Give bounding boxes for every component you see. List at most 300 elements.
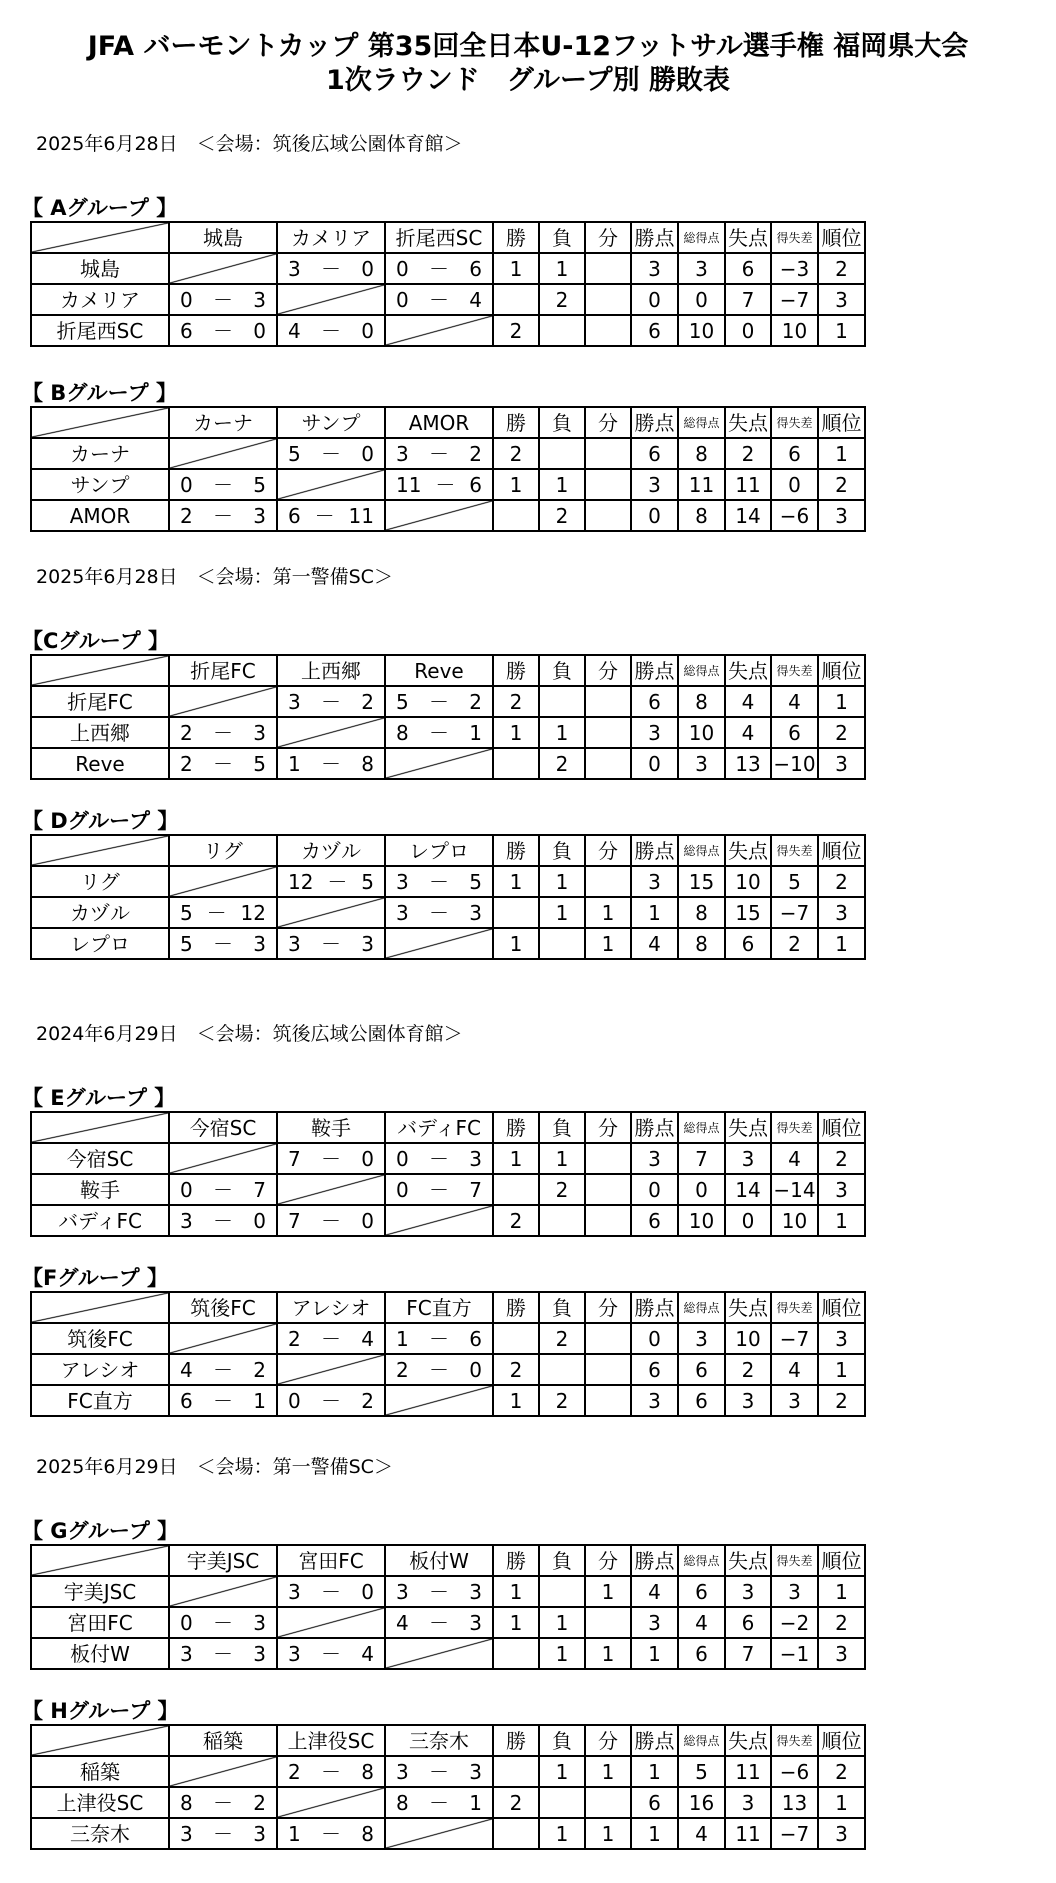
- match-score-cell: [385, 1323, 493, 1354]
- table-header-row: [31, 655, 865, 686]
- match-score-cell: [169, 1787, 277, 1818]
- stat-draw: [585, 1787, 631, 1818]
- match-score-cell: [385, 1143, 493, 1174]
- stat-rank: 2: [818, 1143, 865, 1174]
- score-dash: －: [429, 1357, 449, 1382]
- score-away: 7: [469, 1177, 482, 1202]
- match-score-cell: [385, 686, 493, 717]
- score-dash: －: [429, 1790, 449, 1815]
- match-score-cell: [277, 1323, 385, 1354]
- header-goal-diff: 得失差: [771, 655, 818, 686]
- match-score-cell: [277, 1756, 385, 1787]
- stat-points: 0: [631, 1323, 678, 1354]
- stat-win: [493, 284, 539, 315]
- score-dash: －: [321, 931, 341, 956]
- header-rank: 順位: [818, 835, 865, 866]
- score-away: 3: [253, 1641, 266, 1666]
- self-match-cell: [169, 1143, 277, 1174]
- match-score-cell: [385, 1756, 493, 1787]
- table-row: [31, 1174, 865, 1205]
- header-corner-cell: [31, 655, 169, 686]
- score-away: 2: [253, 1790, 266, 1815]
- stat-goals-against: 7: [725, 284, 771, 315]
- score-home: 2: [180, 751, 193, 776]
- match-score-cell: [169, 1205, 277, 1236]
- header-win: 勝: [493, 1292, 539, 1323]
- table-row: [31, 500, 865, 531]
- stat-win: [493, 1323, 539, 1354]
- score-dash: －: [213, 1790, 233, 1815]
- stat-points: 0: [631, 1174, 678, 1205]
- score-away: 3: [469, 900, 482, 925]
- group-standings-table: [30, 406, 866, 532]
- stat-goals-for: 3: [678, 253, 725, 284]
- stat-goal-diff: 10: [771, 315, 818, 346]
- header-draw: 分: [585, 835, 631, 866]
- header-loss: 負: [539, 1112, 585, 1143]
- score-home: 6: [180, 318, 193, 343]
- header-goal-diff: 得失差: [771, 1725, 818, 1756]
- stat-goals-against: 15: [725, 897, 771, 928]
- self-match-cell: [385, 500, 493, 531]
- score-home: 0: [180, 472, 193, 497]
- group-standings-table: [30, 1291, 866, 1417]
- table-row: [31, 1787, 865, 1818]
- match-score-cell: [385, 717, 493, 748]
- score-dash: －: [213, 1641, 233, 1666]
- self-match-cell: [385, 315, 493, 346]
- self-match-cell: [277, 469, 385, 500]
- score-dash: －: [321, 1579, 341, 1604]
- score-away: 0: [361, 318, 374, 343]
- stat-goals-for: 15: [678, 866, 725, 897]
- stat-goal-diff: −10: [771, 748, 818, 779]
- match-score-cell: [169, 748, 277, 779]
- score-dash: －: [213, 1177, 233, 1202]
- stat-win: 1: [493, 469, 539, 500]
- header-rank: 順位: [818, 222, 865, 253]
- header-goals-for: 総得点: [678, 222, 725, 253]
- header-rank: 順位: [818, 1112, 865, 1143]
- self-match-cell: [277, 1354, 385, 1385]
- self-match-cell: [169, 686, 277, 717]
- venue-date-line: 2025年6月28日 ＜会場：筑後広域公園体育館＞: [36, 133, 463, 155]
- stat-goals-against: 11: [725, 469, 771, 500]
- stat-points: 3: [631, 1143, 678, 1174]
- header-goals-for: 総得点: [678, 1112, 725, 1143]
- stat-goals-against: 3: [725, 1385, 771, 1416]
- score-dash: －: [314, 503, 335, 528]
- stat-points: 6: [631, 315, 678, 346]
- row-team-name: AMOR: [31, 500, 169, 531]
- score-home: 6: [288, 503, 301, 528]
- header-draw: 分: [585, 222, 631, 253]
- stat-rank: 1: [818, 1205, 865, 1236]
- self-match-cell: [169, 1576, 277, 1607]
- stat-win: 2: [493, 315, 539, 346]
- stat-loss: [539, 1354, 585, 1385]
- stat-loss: 1: [539, 1607, 585, 1638]
- table-row: [31, 686, 865, 717]
- header-goals-against: 失点: [725, 222, 771, 253]
- stat-goal-diff: 13: [771, 1787, 818, 1818]
- score-away: 3: [253, 1821, 266, 1846]
- score-dash: －: [206, 900, 227, 925]
- header-loss: 負: [539, 1292, 585, 1323]
- header-goals-for: 総得点: [678, 1292, 725, 1323]
- group-standings-table: [30, 221, 866, 347]
- score-home: 2: [180, 503, 193, 528]
- stat-loss: 1: [539, 1638, 585, 1669]
- stat-win: 1: [493, 866, 539, 897]
- stat-goals-for: 4: [678, 1818, 725, 1849]
- row-team-name: 鞍手: [31, 1174, 169, 1205]
- header-draw: 分: [585, 1545, 631, 1576]
- stat-goals-against: 2: [725, 438, 771, 469]
- group-standings-table: [30, 1724, 866, 1850]
- score-dash: －: [429, 720, 449, 745]
- table-header-row: [31, 1545, 865, 1576]
- stat-points: 3: [631, 1607, 678, 1638]
- score-dash: －: [429, 1579, 449, 1604]
- score-dash: －: [321, 1388, 341, 1413]
- header-draw: 分: [585, 1725, 631, 1756]
- stat-draw: [585, 1385, 631, 1416]
- stat-goals-for: 11: [678, 469, 725, 500]
- stat-loss: 1: [539, 253, 585, 284]
- stat-draw: 1: [585, 1576, 631, 1607]
- score-home: 3: [288, 1579, 301, 1604]
- score-dash: －: [429, 441, 449, 466]
- header-team-name: バディFC: [385, 1112, 493, 1143]
- row-team-name: サンプ: [31, 469, 169, 500]
- stat-goals-against: 4: [725, 686, 771, 717]
- score-home: 2: [396, 1357, 409, 1382]
- score-away: 0: [361, 1579, 374, 1604]
- stat-win: 2: [493, 1354, 539, 1385]
- stat-goals-for: 10: [678, 1205, 725, 1236]
- header-points: 勝点: [631, 1545, 678, 1576]
- match-score-cell: [277, 866, 385, 897]
- stat-goals-for: 8: [678, 686, 725, 717]
- row-team-name: 宇美JSC: [31, 1576, 169, 1607]
- self-match-cell: [385, 1385, 493, 1416]
- score-away: 0: [361, 441, 374, 466]
- row-team-name: 上西郷: [31, 717, 169, 748]
- stat-goals-for: 8: [678, 928, 725, 959]
- score-dash: －: [429, 869, 449, 894]
- stat-win: 2: [493, 1787, 539, 1818]
- stat-loss: 2: [539, 284, 585, 315]
- header-win: 勝: [493, 1725, 539, 1756]
- stat-win: 1: [493, 253, 539, 284]
- row-team-name: 折尾西SC: [31, 315, 169, 346]
- row-team-name: バディFC: [31, 1205, 169, 1236]
- score-dash: －: [327, 869, 348, 894]
- stat-win: [493, 897, 539, 928]
- table-header-row: [31, 1112, 865, 1143]
- table-header-row: [31, 1725, 865, 1756]
- row-team-name: 上津役SC: [31, 1787, 169, 1818]
- score-away: 3: [253, 931, 266, 956]
- group-standings-table: [30, 1544, 866, 1670]
- row-team-name: 宮田FC: [31, 1607, 169, 1638]
- score-home: 11: [396, 472, 422, 497]
- header-goals-against: 失点: [725, 1725, 771, 1756]
- stat-draw: [585, 315, 631, 346]
- match-score-cell: [385, 1174, 493, 1205]
- stat-rank: 3: [818, 1323, 865, 1354]
- header-loss: 負: [539, 1545, 585, 1576]
- header-rank: 順位: [818, 1292, 865, 1323]
- stat-goal-diff: −1: [771, 1638, 818, 1669]
- group-label: 【Cグループ 】: [22, 629, 170, 653]
- table-row: [31, 717, 865, 748]
- row-team-name: 筑後FC: [31, 1323, 169, 1354]
- row-team-name: 城島: [31, 253, 169, 284]
- stat-rank: 1: [818, 928, 865, 959]
- stat-goals-for: 6: [678, 1354, 725, 1385]
- table-header-row: [31, 1292, 865, 1323]
- header-rank: 順位: [818, 1545, 865, 1576]
- stat-goal-diff: 2: [771, 928, 818, 959]
- row-team-name: 稲築: [31, 1756, 169, 1787]
- score-away: 5: [253, 751, 266, 776]
- stat-rank: 2: [818, 253, 865, 284]
- header-draw: 分: [585, 1292, 631, 1323]
- header-team-name: 城島: [169, 222, 277, 253]
- self-match-cell: [385, 928, 493, 959]
- stat-loss: 2: [539, 748, 585, 779]
- match-score-cell: [169, 1818, 277, 1849]
- venue-date-line: 2025年6月29日 ＜会場：第一警備SC＞: [36, 1456, 393, 1478]
- table-row: [31, 748, 865, 779]
- score-home: 0: [288, 1388, 301, 1413]
- group-label: 【 Dグループ 】: [22, 809, 179, 833]
- stat-goals-for: 10: [678, 717, 725, 748]
- match-score-cell: [169, 315, 277, 346]
- stat-points: 6: [631, 438, 678, 469]
- stat-rank: 1: [818, 1576, 865, 1607]
- score-away: 8: [361, 751, 374, 776]
- self-match-cell: [277, 1174, 385, 1205]
- row-team-name: 三奈木: [31, 1818, 169, 1849]
- header-rank: 順位: [818, 1725, 865, 1756]
- match-score-cell: [385, 866, 493, 897]
- match-score-cell: [169, 1174, 277, 1205]
- score-dash: －: [213, 503, 233, 528]
- match-score-cell: [277, 1576, 385, 1607]
- score-away: 1: [469, 720, 482, 745]
- header-goals-against: 失点: [725, 1292, 771, 1323]
- match-score-cell: [385, 469, 493, 500]
- header-team-name: アレシオ: [277, 1292, 385, 1323]
- stat-points: 6: [631, 1205, 678, 1236]
- match-score-cell: [277, 1385, 385, 1416]
- header-draw: 分: [585, 407, 631, 438]
- score-home: 4: [180, 1357, 193, 1382]
- stat-goal-diff: 3: [771, 1385, 818, 1416]
- score-away: 3: [469, 1146, 482, 1171]
- score-dash: －: [321, 318, 341, 343]
- match-score-cell: [277, 1205, 385, 1236]
- self-match-cell: [277, 1607, 385, 1638]
- score-home: 4: [396, 1610, 409, 1635]
- stat-draw: [585, 686, 631, 717]
- header-win: 勝: [493, 1545, 539, 1576]
- score-away: 6: [469, 256, 482, 281]
- score-home: 3: [396, 1579, 409, 1604]
- match-score-cell: [277, 500, 385, 531]
- stat-goal-diff: 0: [771, 469, 818, 500]
- header-loss: 負: [539, 1725, 585, 1756]
- row-team-name: 折尾FC: [31, 686, 169, 717]
- match-score-cell: [385, 253, 493, 284]
- match-score-cell: [169, 1385, 277, 1416]
- score-home: 3: [396, 869, 409, 894]
- header-goals-against: 失点: [725, 655, 771, 686]
- self-match-cell: [385, 748, 493, 779]
- score-dash: －: [435, 472, 456, 497]
- group-label: 【 Bグループ 】: [22, 381, 177, 405]
- stat-win: [493, 500, 539, 531]
- score-away: 2: [361, 1388, 374, 1413]
- header-team-name: FC直方: [385, 1292, 493, 1323]
- header-points: 勝点: [631, 1725, 678, 1756]
- table-row: [31, 1607, 865, 1638]
- stat-goal-diff: 4: [771, 686, 818, 717]
- stat-loss: 1: [539, 717, 585, 748]
- match-score-cell: [277, 438, 385, 469]
- match-score-cell: [385, 284, 493, 315]
- row-team-name: リグ: [31, 866, 169, 897]
- score-dash: －: [213, 1610, 233, 1635]
- stat-rank: 2: [818, 717, 865, 748]
- stat-goal-diff: −7: [771, 897, 818, 928]
- stat-goal-diff: −6: [771, 500, 818, 531]
- stat-win: 2: [493, 686, 539, 717]
- score-away: 0: [361, 1208, 374, 1233]
- header-team-name: 上津役SC: [277, 1725, 385, 1756]
- header-goals-for: 総得点: [678, 655, 725, 686]
- score-away: 7: [253, 1177, 266, 1202]
- table-row: [31, 1638, 865, 1669]
- title-line-1: JFA バーモントカップ 第35回全日本U-12フットサル選手権 福岡県大会: [87, 31, 969, 62]
- stat-draw: [585, 469, 631, 500]
- score-dash: －: [321, 1759, 341, 1784]
- match-score-cell: [385, 1354, 493, 1385]
- score-home: 0: [396, 1177, 409, 1202]
- score-dash: －: [213, 472, 233, 497]
- self-match-cell: [169, 1323, 277, 1354]
- row-team-name: 板付W: [31, 1638, 169, 1669]
- score-home: 3: [180, 1821, 193, 1846]
- score-home: 4: [288, 318, 301, 343]
- stat-rank: 3: [818, 1818, 865, 1849]
- header-corner-cell: [31, 835, 169, 866]
- self-match-cell: [385, 1638, 493, 1669]
- stat-goal-diff: 10: [771, 1205, 818, 1236]
- stat-points: 0: [631, 748, 678, 779]
- table-row: [31, 1323, 865, 1354]
- stat-loss: 1: [539, 897, 585, 928]
- header-team-name: カヅル: [277, 835, 385, 866]
- score-dash: －: [321, 751, 341, 776]
- row-team-name: レプロ: [31, 928, 169, 959]
- header-team-name: リグ: [169, 835, 277, 866]
- header-goal-diff: 得失差: [771, 407, 818, 438]
- score-away: 5: [361, 869, 374, 894]
- stat-win: 2: [493, 1205, 539, 1236]
- match-score-cell: [169, 469, 277, 500]
- header-team-name: カーナ: [169, 407, 277, 438]
- stat-goal-diff: −6: [771, 1756, 818, 1787]
- stat-draw: [585, 1143, 631, 1174]
- stat-goal-diff: 4: [771, 1143, 818, 1174]
- stat-loss: 2: [539, 1385, 585, 1416]
- stat-loss: [539, 315, 585, 346]
- stat-rank: 2: [818, 1385, 865, 1416]
- score-away: 5: [253, 472, 266, 497]
- header-points: 勝点: [631, 835, 678, 866]
- stat-rank: 3: [818, 1638, 865, 1669]
- score-home: 7: [288, 1146, 301, 1171]
- stat-goals-against: 14: [725, 500, 771, 531]
- header-loss: 負: [539, 835, 585, 866]
- stat-points: 1: [631, 1638, 678, 1669]
- score-dash: －: [321, 1326, 341, 1351]
- table-row: [31, 1818, 865, 1849]
- stat-loss: 1: [539, 1143, 585, 1174]
- stat-win: 1: [493, 1576, 539, 1607]
- score-dash: －: [321, 1821, 341, 1846]
- table-row: [31, 928, 865, 959]
- stat-goals-for: 6: [678, 1576, 725, 1607]
- stat-points: 6: [631, 1354, 678, 1385]
- header-points: 勝点: [631, 1112, 678, 1143]
- stat-goals-for: 8: [678, 438, 725, 469]
- group-label: 【 Aグループ 】: [22, 196, 178, 220]
- row-team-name: Reve: [31, 748, 169, 779]
- table-row: [31, 897, 865, 928]
- stat-points: 3: [631, 717, 678, 748]
- score-away: 2: [469, 689, 482, 714]
- score-home: 3: [288, 689, 301, 714]
- row-team-name: 今宿SC: [31, 1143, 169, 1174]
- header-goals-against: 失点: [725, 1112, 771, 1143]
- header-team-name: 稲築: [169, 1725, 277, 1756]
- score-dash: －: [321, 441, 341, 466]
- header-team-name: 上西郷: [277, 655, 385, 686]
- header-goal-diff: 得失差: [771, 1545, 818, 1576]
- stat-points: 3: [631, 1385, 678, 1416]
- stat-rank: 3: [818, 1174, 865, 1205]
- header-win: 勝: [493, 835, 539, 866]
- score-away: 3: [253, 503, 266, 528]
- table-header-row: [31, 222, 865, 253]
- score-dash: －: [321, 689, 341, 714]
- stat-draw: [585, 1607, 631, 1638]
- stat-goals-for: 0: [678, 1174, 725, 1205]
- stat-goals-against: 3: [725, 1787, 771, 1818]
- header-goals-against: 失点: [725, 835, 771, 866]
- stat-rank: 2: [818, 866, 865, 897]
- stat-draw: 1: [585, 1756, 631, 1787]
- table-row: [31, 1205, 865, 1236]
- match-score-cell: [277, 1143, 385, 1174]
- table-row: [31, 253, 865, 284]
- score-away: 6: [469, 472, 482, 497]
